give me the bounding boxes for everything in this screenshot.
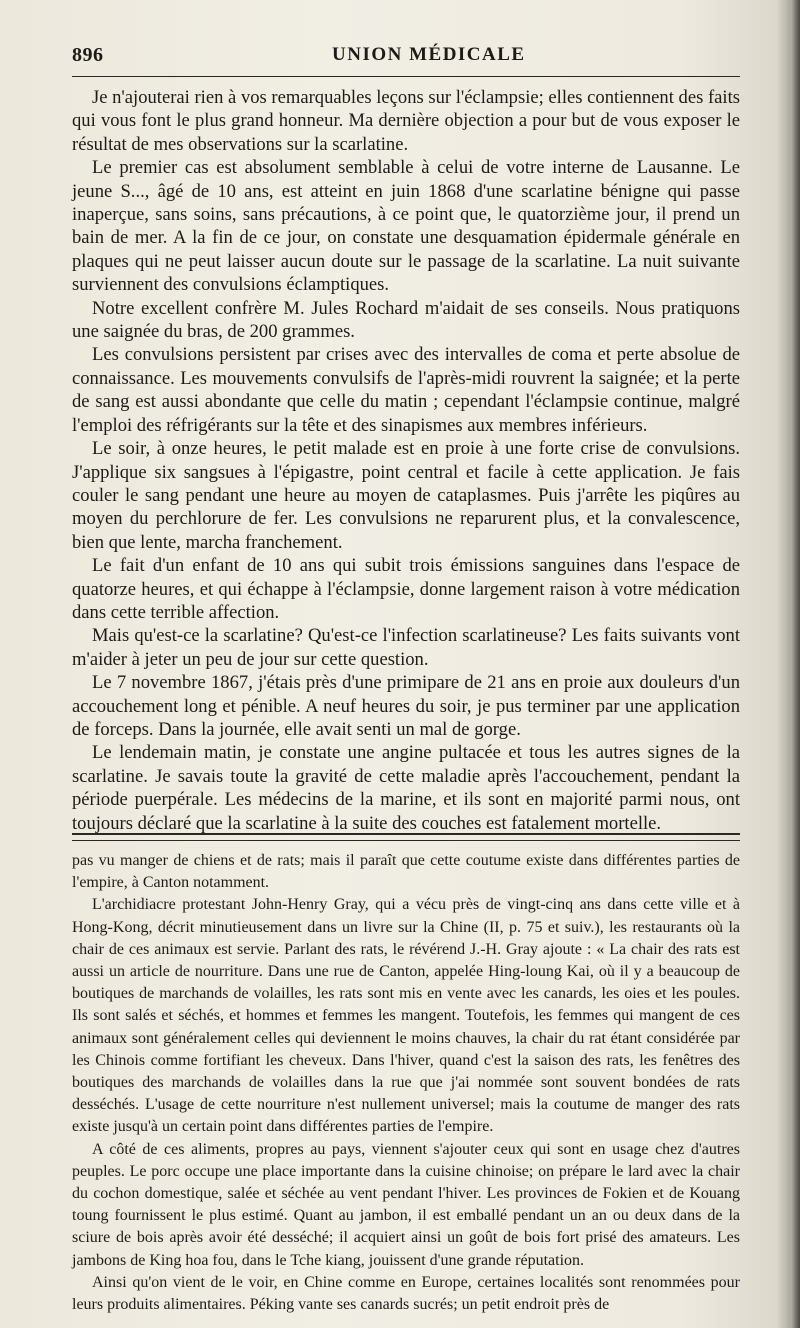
running-title: UNION MÉDICALE xyxy=(332,44,526,65)
main-paragraph: Notre excellent confrère M. Jules Rochard m'aidait de ses conseils. Nous pratiquons une saignée du bras, de 200 grammes. xyxy=(72,297,740,343)
footnote-paragraph: Ainsi qu'on vient de le voir, en Chine comme en Europe, certaines localités sont renommées pour leurs produits alimentaires. Péking vante ses canards sucrés; un petit endroit près de xyxy=(72,1273,740,1314)
footnote-continuation: pas vu manger de chiens et de rats; mais il paraît que cette coutume existe dans différentes parties de l'empire, à Canton notamment. xyxy=(72,852,740,892)
header-rule xyxy=(72,76,740,77)
footnote xyxy=(72,850,740,1316)
main-paragraph: Le fait d'un enfant de 10 ans qui subit trois émissions sanguines dans l'espace de quatorze heures, et qui échappe à l'éclampsie, donne largement raison à votre médication dans cette terrible affection. xyxy=(72,555,740,623)
footnote-paragraph: A côté de ces aliments, propres au pays, viennent s'ajouter ceux qui sont en usage chez d'autres peuples. Le porc occupe une place importante dans la cuisine chinoise; on prépare le lard avec la chair du cochon domestique, salée et séchée au vent pendant l'hiver. Les provinces de Fokien et de Kouang toung fournissent le plus estimé. Quant au jambon, il est emballé pendant un an ou deux dans de la sciure de bois après avoir été desséché; il acquiert ainsi un goût de bois fort prisé des amateurs. Les jambons de King hoa fou, dans le Tche kiang, jouissent d'une grande réputation. xyxy=(72,1140,740,1269)
main-paragraph: Les convulsions persistent par crises avec des intervalles de coma et perte absolue de connaissance. Les mouvements convulsifs de l'après-midi rouvrent la saignée; et la perte de sang est aussi abondante que celle du matin ; cependant l'éclampsie continue, malgré l'emploi des réfrigérants sur la tête et des sinapismes aux membres inférieurs. xyxy=(72,344,740,436)
footnote-separator xyxy=(72,833,740,841)
main-paragraph: Mais qu'est-ce la scarlatine? Qu'est-ce l'infection scarlatineuse? Les faits suivants vont m'aider à jeter un peu de jour sur cette question. xyxy=(72,625,740,670)
main-paragraph: Le premier cas est absolument semblable à celui de votre interne de Lausanne. Le jeune S..., âgé de 10 ans, est atteint en juin 1868 d'une scarlatine bénigne qui passe inaperçue, sans soins, sans précautions, à ce point que, le quatorzième jour, il prend un bain de mer. A la fin de ce jour, on constate une desquamation épidermale générale en plaques qui ne peut laisser aucun doute sur le passage de la scarlatine. La nuit suivante surviennent des convulsions éclamptiques. xyxy=(72,157,740,296)
main-paragraph: Le 7 novembre 1867, j'étais près d'une primipare de 21 ans en proie aux douleurs d'un accouchement long et pénible. A neuf heures du soir, je pus terminer par une application de forceps. Dans la journée, elle avait senti un mal de gorge. xyxy=(72,672,740,740)
main-paragraph: Le lendemain matin, je constate une angine pultacée et tous les autres signes de la scarlatine. Je savais toute la gravité de cette maladie après l'accouchement, pendant la période puerpérale. Les médecins de la marine, et ils sont en majorité parmi nous, ont toujours déclaré que la scarlatine à la suite des couches est fatalement mortelle. xyxy=(72,742,740,834)
footnote-paragraph: L'archidiacre protestant John-Henry Gray, qui a vécu près de vingt-cinq ans dans cette ville et à Hong-Kong, décrit minutieusement dans un livre sur la Chine (II, p. 75 et suiv.), les restaurants où la chair de ces animaux est servie. Parlant des rats, le révérend J.-H. Gray ajoute : « La chair des rats est aussi un article de nourriture. Dans une rue de Canton, appelée Hing-loung Kai, où il y a beaucoup de boutiques de marchands de volailles, les rats sont mis en vente avec les canards, les oies et les poules. Ils sont salés et séchés, et hommes et femmes les mangent. Toutefois, les femmes qui mangent de ces animaux sont généralement celles qui deviennent le moins chauves, la chair du rat étant considérée par les Chinois comme fortifiant les cheveux. Dans l'hiver, quand c'est la saison des rats, les fenêtres des boutiques des marchands de volailles dans la rue que j'ai nommée sont souvent bondées de rats desséchés. L'usage de cette nourriture n'est nullement universel; mais la coutume de manger des rats existe jusqu'à un certain point dans différentes parties de l'empire. xyxy=(72,896,740,1136)
main-text xyxy=(72,86,740,835)
main-paragraph: Je n'ajouterai rien à vos remarquables leçons sur l'éclampsie; elles contiennent des faits qui vous font le plus grand honneur. Ma dernière objection a pour but de vous exposer le résultat de mes observations sur la scarlatine. xyxy=(72,87,740,155)
page-edge-shadow xyxy=(791,0,800,1328)
page-number: 896 xyxy=(72,44,104,66)
main-paragraph: Le soir, à onze heures, le petit malade est en proie à une forte crise de convulsions. J'applique six sangsues à l'épigastre, point central et facile à cette application. Je fais couler le sang pendant une heure au moyen de cataplasmes. Puis j'arrête les piqûres au moyen du perchlorure de fer. Les convulsions ne reparurent plus, et la convalescence, bien que lente, marcha franchement. xyxy=(72,438,740,553)
page-header xyxy=(72,40,742,70)
